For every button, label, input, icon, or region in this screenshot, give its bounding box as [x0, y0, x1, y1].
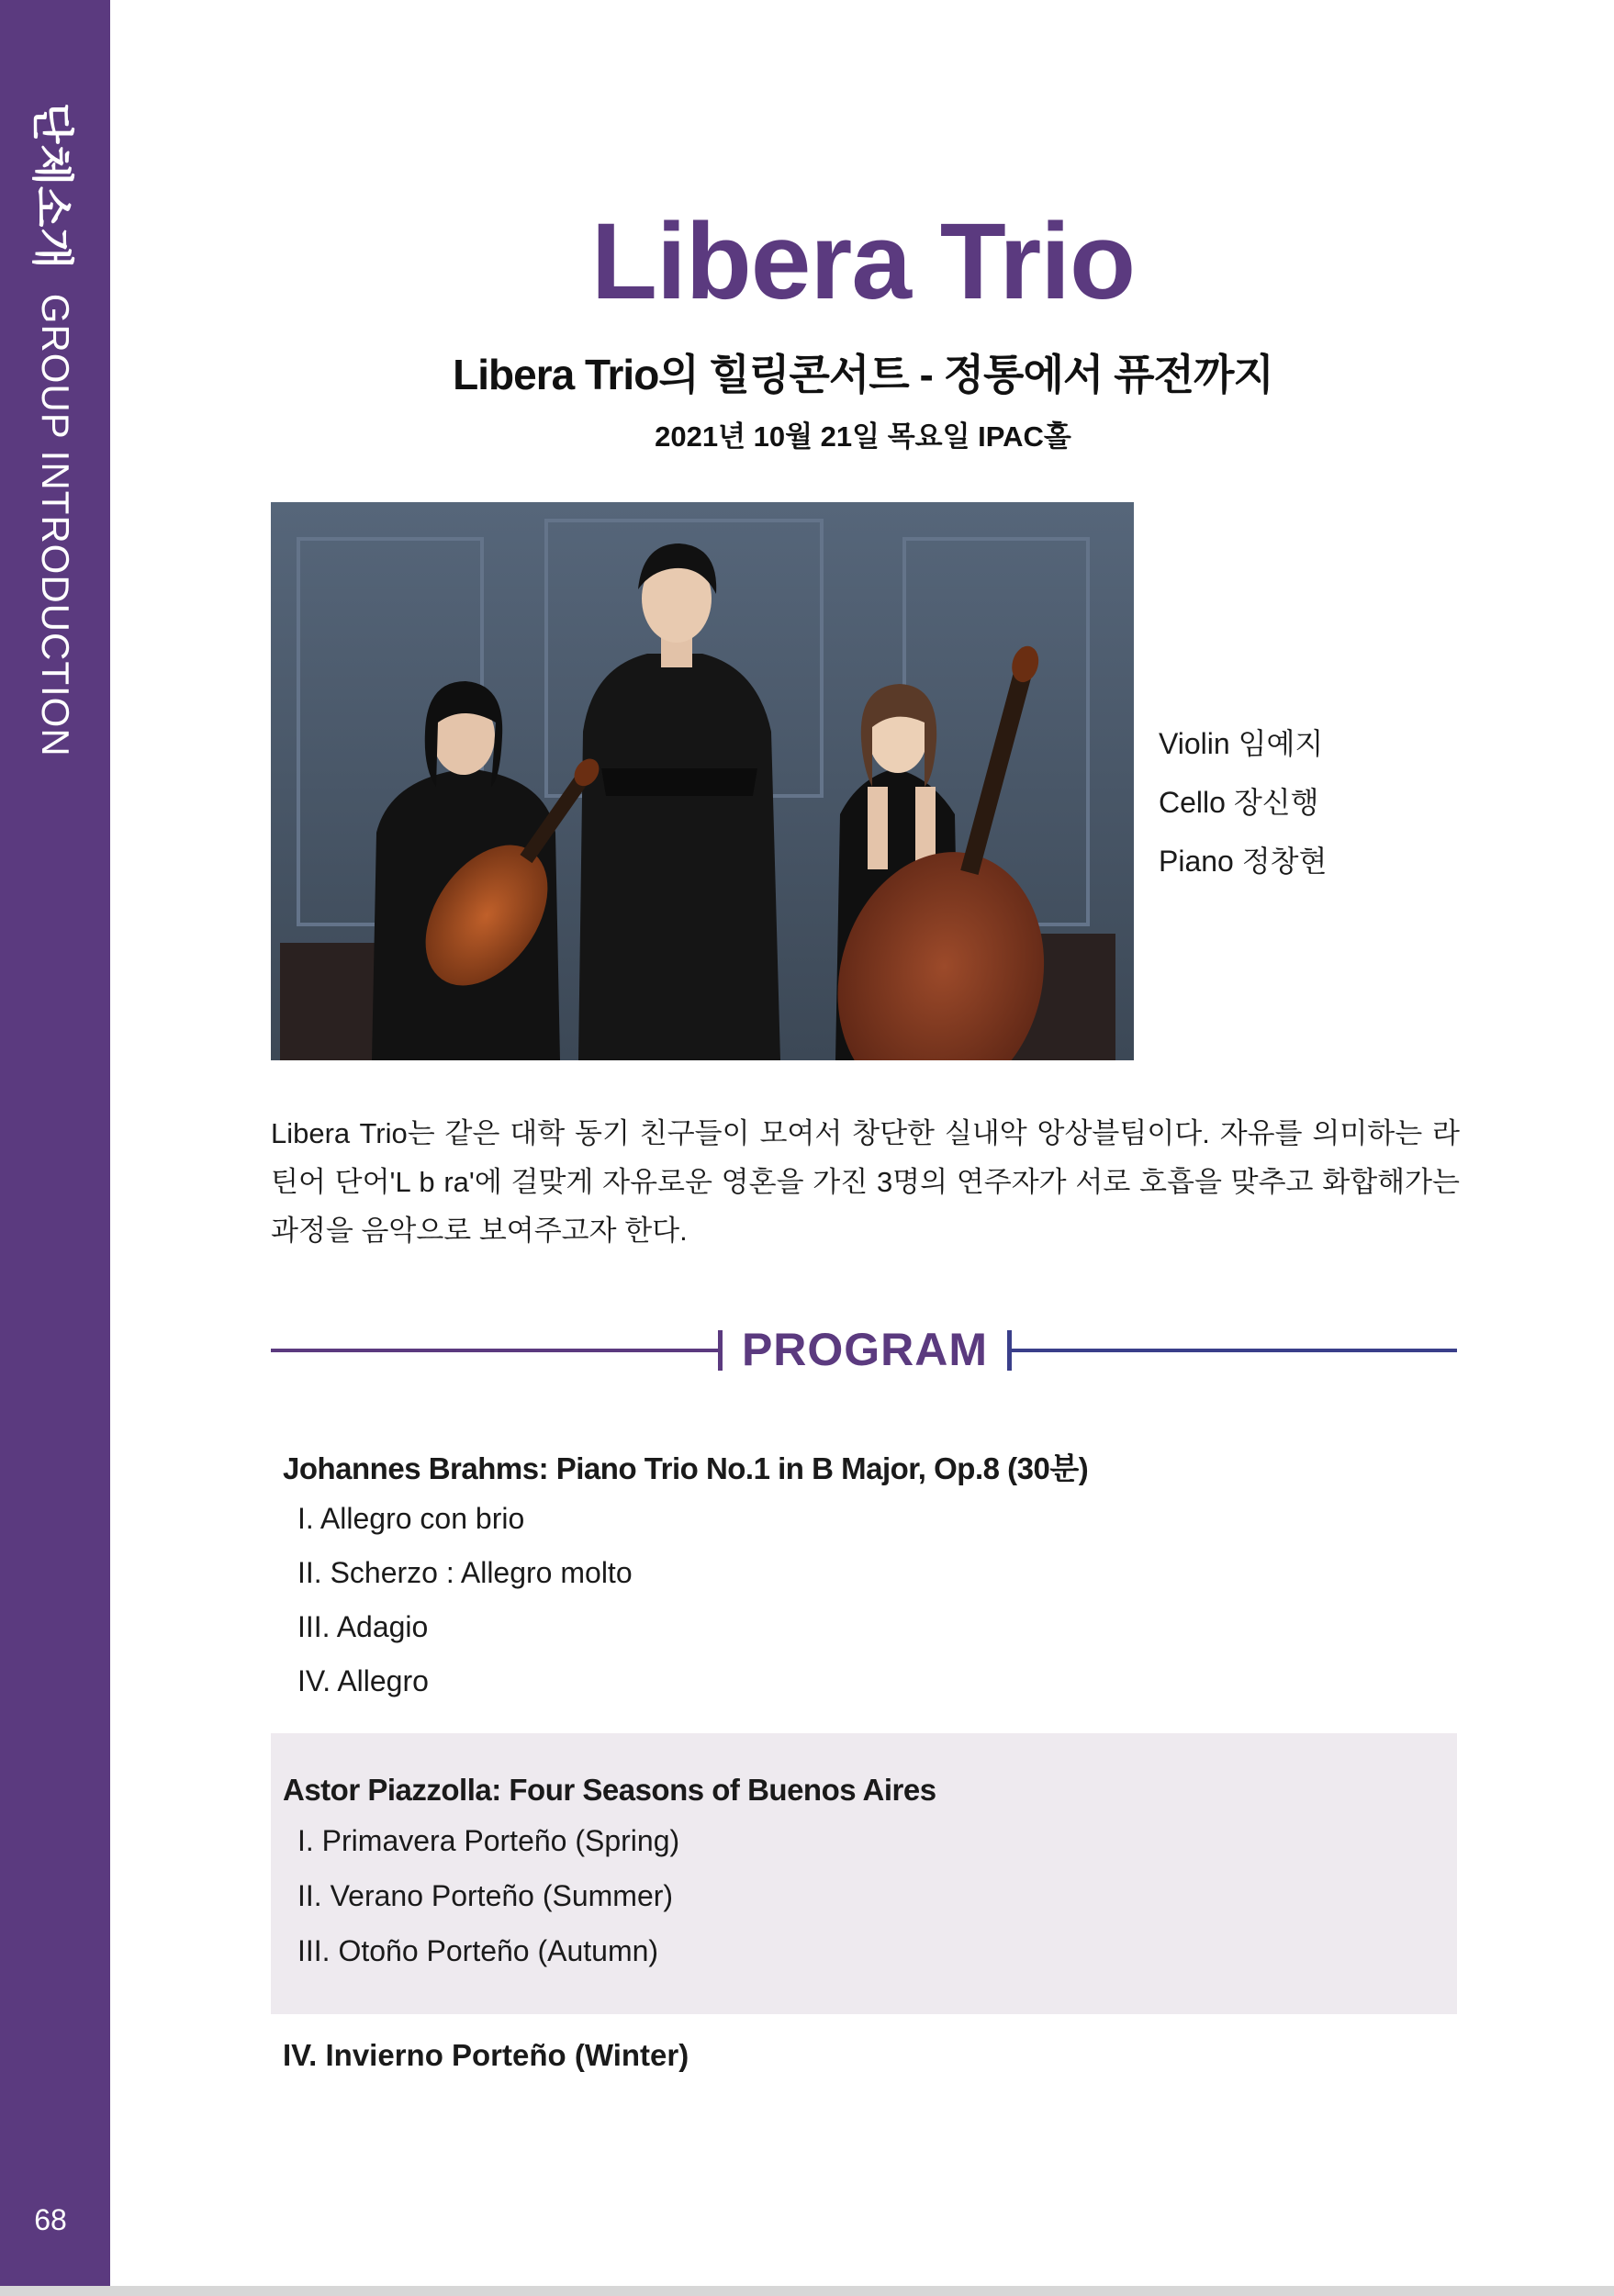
- concert-subtitle: Libera Trio의 힐링콘서트 - 정통에서 퓨전까지: [453, 351, 1273, 398]
- program-piece-piazzolla: [283, 1767, 936, 1978]
- program-piece-brahms: [283, 1446, 1088, 1708]
- trio-photo: [271, 502, 1134, 1060]
- member-violin: Violin 임예지: [1159, 727, 1324, 760]
- movement-item: III. Otoño Porteño (Autumn): [297, 1934, 659, 1967]
- movement-item: IV. Allegro: [297, 1664, 429, 1697]
- program-divider-right: [1012, 1349, 1457, 1352]
- movement-item: II. Scherzo : Allegro molto: [297, 1556, 633, 1589]
- movement-item: I. Primavera Porteño (Spring): [297, 1824, 680, 1857]
- sidebar-title-korean: 단체소개: [28, 103, 76, 270]
- member-list: [1159, 714, 1327, 890]
- sidebar-title-english: GROUP INTRODUCTION: [34, 293, 77, 757]
- page-number: 68: [34, 2203, 67, 2236]
- member-piano: Piano 정창현: [1159, 845, 1328, 878]
- member-cello: Cello 장신행: [1159, 786, 1319, 819]
- movement-item: III. Adagio: [297, 1610, 429, 1643]
- sidebar: [0, 0, 110, 2286]
- program-header: [271, 1317, 1457, 1382]
- concert-date: 2021년 10월 21일 목요일 IPAC홀: [655, 420, 1071, 453]
- program-divider-left: [271, 1349, 718, 1352]
- page-title: Libera Trio: [590, 201, 1136, 322]
- bottom-border: [0, 2286, 1614, 2296]
- movement-item: II. Verano Porteño (Summer): [297, 1879, 674, 1912]
- sidebar-title: [20, 103, 90, 819]
- movement-item-winter: IV. Invierno Porteño (Winter): [283, 2038, 689, 2072]
- piece-title: Astor Piazzolla: Four Seasons of Buenos Aires: [283, 1773, 936, 1807]
- movement-item: I. Allegro con brio: [297, 1502, 525, 1535]
- group-description: Libera Trio는 같은 대학 동기 친구들이 모여서 창단한 실내악 앙상블팀이다. 자유를 의미하는 라틴어 단어'L b ra'에 걸맞게 자유로운 영혼을 가진 3명의 연주자가 서로 호흡을 맞추고 화합해가는 과정을 음악으로 보여주고자 한다.: [271, 1117, 1460, 1247]
- program-heading: PROGRAM: [741, 1324, 989, 1375]
- piece-title: Johannes Brahms: Piano Trio No.1 in B Major, Op.8 (30분): [283, 1451, 1089, 1485]
